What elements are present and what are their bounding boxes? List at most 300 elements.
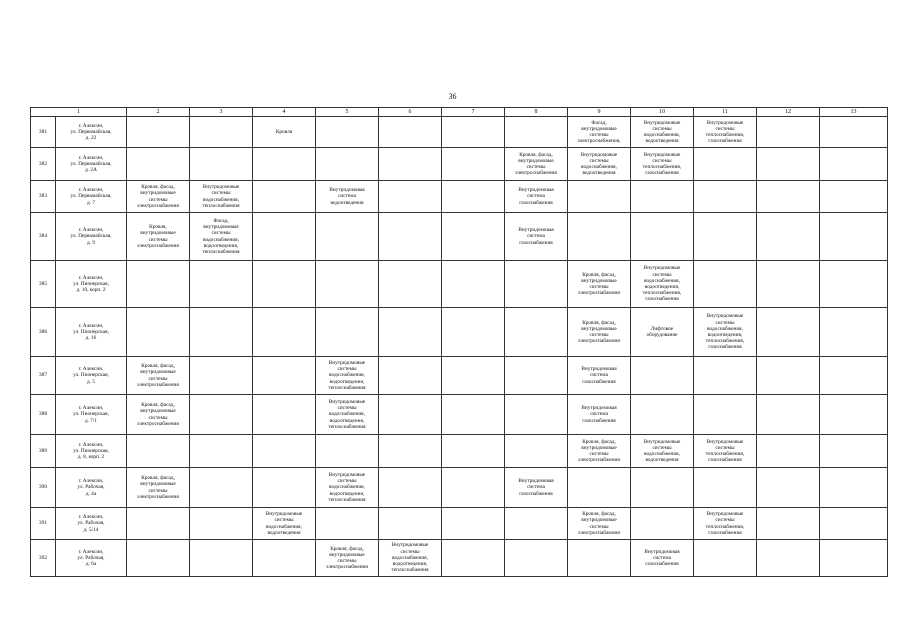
work-cell-col-14 [820,395,888,435]
work-cell-col-12 [694,468,757,508]
work-cell-col-8 [442,213,505,261]
work-cell-col-7 [379,508,442,540]
cell-line: газоснабжения [582,417,616,424]
work-cell-col-4 [190,117,253,148]
work-cell-col-3 [127,117,190,148]
cell-line: Кровля, фасад, [582,271,616,278]
cell-line: водоснабжения, [644,451,680,457]
cell-line: системы [148,236,168,243]
work-cell-col-9 [505,148,568,181]
cell-line: Внутридомовые [706,511,744,518]
work-cell-col-9 [505,357,568,395]
column-header-5: 5 [316,108,379,117]
cell-line: система [527,484,545,491]
work-cell-col-12 [694,148,757,181]
work-cell-col-3 [127,213,190,261]
cell-line: водоснабжения, [329,411,365,418]
work-cell-col-10 [568,148,631,181]
column-header-12: 12 [757,108,820,117]
work-cell-col-11 [631,357,694,395]
work-cell-col-4 [190,468,253,508]
row-number: 388 [31,395,56,435]
cell-line: г. Алексин, [78,514,104,521]
work-cell-col-7 [379,435,442,468]
cell-line: газоснабжения [645,561,679,568]
work-cell-col-11 [631,148,694,181]
cell-line: теплоснабжения, [642,164,682,170]
cell-line: газоснабжения [708,529,742,536]
work-cell-col-10 [568,261,631,308]
work-cell-col-14 [820,148,888,181]
table-row [31,395,888,435]
work-cell-col-11 [631,435,694,468]
address-cell [56,357,127,395]
work-cell-col-12 [694,261,757,308]
table-row [31,357,888,395]
cell-line: теплоснабжения [328,384,366,391]
row-number: 386 [31,308,56,357]
cell-line: системы [526,164,546,170]
work-cell-col-11 [631,213,694,261]
work-cell-col-7 [379,213,442,261]
cell-line: система [338,193,356,200]
cell-line: водоснабжения, [329,372,365,379]
work-cell-col-11 [631,308,694,357]
cell-line: электроснабжения [578,457,620,464]
work-cell-col-3 [127,261,190,308]
cell-line: Внутридомовая [518,227,554,234]
work-cell-col-13 [757,213,820,261]
work-cell-col-8 [442,261,505,308]
work-cell-col-3 [127,395,190,435]
work-cell-col-6 [316,468,379,508]
cell-line: системы [400,548,420,555]
cell-line: системы [715,125,735,132]
table-row [31,148,888,181]
cell-line: Кровля, фасад, [582,511,616,518]
cell-line: системы [148,375,168,382]
work-cell-col-8 [442,181,505,213]
row-number: 387 [31,357,56,395]
cell-line: Внутридомовые [202,184,240,191]
cell-line: г. Алексин, [78,405,104,412]
table-row [31,435,888,468]
cell-line: водоснабжения, [266,523,302,530]
row-number: 385 [31,261,56,308]
cell-line: Кровля, фасад, [141,184,175,191]
cell-line: электроснабжения, [577,138,621,145]
work-cell-col-14 [820,468,888,508]
row-number: 391 [31,508,56,540]
work-cell-col-5 [253,213,316,261]
work-cell-col-5 [253,508,316,540]
table-row [31,213,888,261]
cell-line: внутридомовые [203,224,239,231]
cell-line: системы [589,284,609,290]
work-cell-col-5 [253,308,316,357]
cell-line: теплоснабжения [328,423,366,430]
work-cell-col-11 [631,395,694,435]
cell-line: системы [337,366,357,373]
column-header-9: 9 [568,108,631,117]
cell-line: водоснабжения, [581,164,617,170]
work-cell-col-11 [631,181,694,213]
table-row [31,508,888,540]
cell-line: г. Алексин, [78,548,104,555]
work-cell-col-8 [442,540,505,577]
work-cell-col-8 [442,117,505,148]
page-number: 36 [448,92,457,101]
work-cell-col-12 [694,357,757,395]
cell-line: ул. Рабочая, [77,554,105,561]
cell-line: д. 16 [85,335,97,342]
work-cell-col-4 [190,435,253,468]
work-cell-col-14 [820,508,888,540]
work-cell-col-9 [505,468,568,508]
cell-line: Внутридомовые [706,438,744,445]
cell-line: Внутридомовая [329,187,365,194]
work-cell-col-9 [505,435,568,468]
cell-line: теплоснабжения, [705,132,745,138]
work-cell-col-6 [316,395,379,435]
cell-line: Внутридомовые [328,398,366,405]
work-cell-col-4 [190,395,253,435]
work-cell-col-13 [757,508,820,540]
column-header-2: 2 [127,108,190,117]
cell-line: д. 5 [87,378,95,385]
work-cell-col-4 [190,261,253,308]
work-cell-col-14 [820,181,888,213]
work-cell-col-5 [253,395,316,435]
work-cell-col-12 [694,508,757,540]
cell-line: Внутридомовые [706,313,744,320]
cell-line: системы [715,319,735,326]
cell-line: системы [337,478,357,485]
cell-line: электроснабжения [578,338,620,345]
work-cell-col-12 [694,395,757,435]
cell-line: внутридомовые [581,325,617,332]
work-cell-col-12 [694,540,757,577]
cell-line: водоснабжения, [203,236,239,243]
table-row [31,540,888,577]
cell-line: теплоснабжения, [705,338,745,345]
cell-line: системы [652,125,672,132]
cell-line: водоснабжения, [707,325,743,332]
work-cell-col-11 [631,468,694,508]
cell-line: Внутридомовые [643,119,681,126]
column-header-4: 4 [253,108,316,117]
cell-line: Внутридомовая [581,405,617,412]
cell-line: системы [337,405,357,412]
cell-line: д. 7/1 [84,417,98,424]
work-cell-col-13 [757,308,820,357]
work-cell-col-9 [505,395,568,435]
work-cell-col-9 [505,508,568,540]
cell-line: д. 10, корп. 2 [76,287,106,294]
cell-line: Кровля, [149,224,167,231]
cell-line: ул. Пионерская, [73,411,109,418]
cell-line: внутридомовые [140,369,176,376]
column-header-3: 3 [190,108,253,117]
work-cell-col-12 [694,213,757,261]
cell-line: электроснабжения [137,420,179,427]
address-cell [56,308,127,357]
row-number: 389 [31,435,56,468]
work-cell-col-12 [694,181,757,213]
work-cell-col-14 [820,357,888,395]
address-cell [56,508,127,540]
work-cell-col-6 [316,117,379,148]
work-cell-col-3 [127,540,190,577]
work-cell-col-10 [568,213,631,261]
cell-line: водоотведения, [644,284,680,290]
cell-line: Кровля, фасад, [141,475,175,482]
work-cell-col-11 [631,540,694,577]
cell-line: водоотведения [645,138,679,145]
cell-line: системы [211,230,231,237]
cell-line: системы [652,271,672,278]
cell-line: водоотведения, [203,242,239,249]
cell-line: системы [589,332,609,338]
cell-line: г. Алексин, [78,154,104,161]
work-cell-col-5 [253,181,316,213]
cell-line: г. Алексин, [78,478,104,485]
header-row [31,108,888,117]
cell-line: внутридомовые [329,551,365,558]
work-cell-col-7 [379,308,442,357]
cell-line: д. 7 [87,199,95,206]
work-cell-col-5 [253,435,316,468]
work-cell-col-3 [127,181,190,213]
cell-line: теплоснабжения [202,248,240,255]
cell-line: д. 5/14 [83,526,99,533]
cell-line: электроснабжения [578,529,620,536]
address-cell [56,181,127,213]
cell-line: г. Алексин, [78,366,104,373]
work-cell-col-10 [568,395,631,435]
work-cell-col-3 [127,148,190,181]
cell-line: электроснабжения [137,493,179,500]
work-cell-col-14 [820,213,888,261]
cell-line: газоснабжения [708,344,742,351]
work-cell-col-7 [379,540,442,577]
cell-line: Кровля, фасад, [141,363,175,370]
cell-line: ул. Первомайская, [70,128,112,135]
row-number: 382 [31,148,56,181]
cell-line: водоотведения, [392,561,428,568]
cell-line: водоотведения [582,170,616,177]
cell-line: водоснабжения, [392,554,428,561]
work-cell-col-10 [568,508,631,540]
work-cell-col-13 [757,117,820,148]
work-cell-col-10 [568,540,631,577]
row-number: 383 [31,181,56,213]
cell-line: Внутридомовая [518,187,554,194]
address-cell [56,435,127,468]
cell-line: Лифтовое [650,325,674,332]
work-cell-col-6 [316,261,379,308]
address-cell [56,395,127,435]
cell-line: внутридомовые [140,230,176,237]
cell-line: г. Алексин, [78,187,104,194]
cell-line: д. 2А [85,167,97,174]
work-cell-col-6 [316,540,379,577]
work-cell-col-10 [568,357,631,395]
cell-line: теплоснабжения, [705,451,745,457]
cell-line: системы [715,517,735,524]
work-cell-col-6 [316,357,379,395]
cell-line: системы [148,487,168,494]
cell-line: г. Алексин, [78,122,104,129]
cell-line: системы [652,157,672,164]
work-cell-col-3 [127,508,190,540]
cell-line: г. Алексин, [78,274,104,281]
cell-line: Внутридомовые [391,542,429,549]
cell-line: ул. Пионерская, [73,447,109,454]
cell-line: электроснабжения [137,202,179,209]
cell-line: внутридомовые [581,517,617,524]
address-cell [56,540,127,577]
table-row [31,117,888,148]
cell-line: водоотведения, [329,417,365,424]
work-cell-col-9 [505,181,568,213]
work-cell-col-13 [757,261,820,308]
work-cell-col-3 [127,308,190,357]
work-cell-col-4 [190,540,253,577]
cell-line: Внутридомовые [265,511,303,518]
work-cell-col-8 [442,395,505,435]
cell-line: системы [589,523,609,530]
cell-line: газоснабжения [582,378,616,385]
work-cell-col-8 [442,435,505,468]
cell-line: водоотведения, [329,490,365,497]
cell-line: внутридомовые [581,444,617,451]
column-header-13: 13 [820,108,888,117]
cell-line: г. Алексин, [78,441,104,448]
work-cell-col-6 [316,148,379,181]
work-cell-col-11 [631,117,694,148]
cell-line: водоотведения, [707,332,743,338]
row-number: 384 [31,213,56,261]
cell-line: д. 4а [85,490,97,497]
work-cell-col-6 [316,435,379,468]
cell-line: ул. Первомайская, [70,233,112,240]
cell-line: система [527,233,545,240]
work-cell-col-13 [757,181,820,213]
cell-line: водоснабжения, [644,277,680,284]
work-cell-col-7 [379,148,442,181]
work-cell-col-5 [253,357,316,395]
work-cell-col-13 [757,357,820,395]
cell-line: системы [589,451,609,457]
work-cell-col-7 [379,357,442,395]
cell-line: электроснабжения [137,242,179,249]
work-cell-col-8 [442,508,505,540]
work-cell-col-4 [190,508,253,540]
cell-line: системы [148,414,168,421]
cell-line: внутридомовые [140,481,176,488]
repair-schedule-table [30,107,888,577]
cell-line: теплоснабжения [202,202,240,209]
work-cell-col-12 [694,435,757,468]
cell-line: Внутридомовые [328,359,366,366]
work-cell-col-14 [820,435,888,468]
cell-line: Кровля, фасад, [582,319,616,326]
work-cell-col-7 [379,468,442,508]
cell-line: внутридомовые [518,157,554,164]
row-number: 381 [31,117,56,148]
cell-line: водоснабжения, [329,484,365,491]
address-cell [56,213,127,261]
cell-line: система [590,411,608,418]
column-header-10: 10 [631,108,694,117]
work-cell-col-4 [190,357,253,395]
work-cell-col-10 [568,308,631,357]
cell-line: теплоснабжения, [705,523,745,530]
work-cell-col-5 [253,468,316,508]
cell-line: теплоснабжения, [642,290,682,297]
cell-line: ул. Первомайская, [70,193,112,200]
cell-line: системы [337,558,357,564]
cell-line: г. Алексин, [78,322,104,329]
work-cell-col-6 [316,308,379,357]
cell-line: Внутридомовые [643,265,681,272]
work-cell-col-7 [379,181,442,213]
work-cell-col-14 [820,540,888,577]
cell-line: внутридомовые [140,190,176,197]
address-cell [56,261,127,308]
column-header-8: 8 [505,108,568,117]
cell-line: газоснабжения [645,170,679,177]
work-cell-col-8 [442,468,505,508]
cell-line: ул. Пионерская, [73,328,109,335]
address-cell [56,468,127,508]
cell-line: ул. Пионерская, [73,372,109,379]
cell-line: д. 8, корп. 2 [77,454,105,461]
cell-line: электроснабжения [326,564,368,571]
cell-line: внутридомовые [581,125,617,132]
cell-line: система [590,372,608,379]
cell-line: ул. Рабочая, [77,484,105,491]
cell-line: теплоснабжения [391,567,429,574]
cell-line: системы [148,196,168,203]
cell-line: водоснабжения, [644,132,680,138]
work-cell-col-9 [505,117,568,148]
cell-line: оборудование [646,332,678,338]
cell-line: газоснабжения [519,239,553,246]
table-row [31,181,888,213]
work-cell-col-14 [820,117,888,148]
work-cell-col-13 [757,435,820,468]
work-cell-col-9 [505,308,568,357]
cell-line: ул. Первомайская, [70,160,112,167]
cell-line: теплоснабжения [328,496,366,503]
cell-line: системы [715,444,735,451]
work-cell-col-11 [631,508,694,540]
work-cell-col-6 [316,181,379,213]
column-header-6: 6 [379,108,442,117]
work-cell-col-10 [568,181,631,213]
work-cell-col-7 [379,117,442,148]
cell-line: газоснабжения [519,490,553,497]
work-cell-col-14 [820,308,888,357]
cell-line: внутридомовые [581,277,617,284]
cell-line: системы [589,157,609,164]
work-cell-col-14 [820,261,888,308]
work-cell-col-8 [442,357,505,395]
cell-line: Фасад, [213,217,229,224]
work-cell-col-4 [190,181,253,213]
